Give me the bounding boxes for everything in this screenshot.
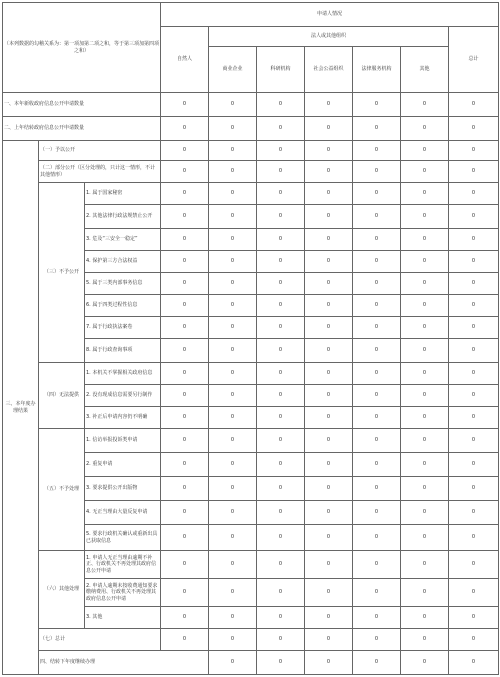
cell-value: 0 — [353, 141, 401, 161]
cell-value: 0 — [161, 161, 209, 183]
row-label-carried-over: 二、上年结转政府信息公开申请数量 — [3, 117, 161, 141]
cell-value: 0 — [257, 141, 305, 161]
cell-value: 0 — [257, 651, 305, 675]
cell-value: 0 — [209, 295, 257, 317]
cell-value: 0 — [449, 363, 499, 385]
cell-value: 0 — [353, 295, 401, 317]
cell-value: 0 — [161, 429, 209, 453]
group-label-not-disclosed: （三）不予公开 — [39, 183, 85, 363]
header-applicant: 申请人情况 — [161, 3, 499, 27]
cell-value: 0 — [305, 453, 353, 477]
cell-value: 0 — [401, 183, 449, 205]
cell-value: 0 — [401, 629, 449, 651]
header-col-other: 其他 — [401, 47, 449, 93]
cell-value: 0 — [161, 251, 209, 273]
cell-value: 0 — [449, 629, 499, 651]
cell-value: 0 — [353, 363, 401, 385]
cell-value: 0 — [401, 363, 449, 385]
cell-value: 0 — [209, 607, 257, 629]
item-label: 4. 无正当理由大量反复申请 — [85, 501, 161, 525]
cell-value: 0 — [401, 317, 449, 339]
cell-value: 0 — [209, 93, 257, 117]
cell-value: 0 — [401, 429, 449, 453]
cell-value: 0 — [161, 317, 209, 339]
cell-value: 0 — [161, 477, 209, 501]
cell-value: 0 — [209, 183, 257, 205]
cell-value: 0 — [305, 117, 353, 141]
row-label-new-requests: 一、本年新收政府信息公开申请数量 — [3, 93, 161, 117]
cell-value: 0 — [257, 551, 305, 579]
cell-value: 0 — [401, 229, 449, 251]
cell-value: 0 — [449, 551, 499, 579]
cell-value: 0 — [161, 117, 209, 141]
cell-value: 0 — [305, 579, 353, 607]
cell-value: 0 — [209, 229, 257, 251]
cell-value: 0 — [257, 579, 305, 607]
cell-value: 0 — [353, 161, 401, 183]
cell-value: 0 — [209, 117, 257, 141]
cell-value: 0 — [209, 651, 257, 675]
cell-value: 0 — [353, 651, 401, 675]
cell-value: 0 — [449, 317, 499, 339]
item-label: 6. 属于四类过程性信息 — [85, 295, 161, 317]
cell-value: 0 — [401, 161, 449, 183]
cell-value: 0 — [353, 629, 401, 651]
cell-value: 0 — [353, 551, 401, 579]
cell-value: 0 — [401, 339, 449, 363]
cell-value: 0 — [353, 501, 401, 525]
table-row — [3, 651, 499, 675]
header-total: 总计 — [449, 27, 499, 93]
item-label: 3. 危及“三安全一稳定” — [85, 229, 161, 251]
item-label: 3. 其他 — [85, 607, 161, 629]
cell-value: 0 — [401, 141, 449, 161]
cell-value: 0 — [305, 229, 353, 251]
cell-value: 0 — [257, 453, 305, 477]
cell-value: 0 — [401, 607, 449, 629]
cell-value: 0 — [257, 295, 305, 317]
cell-value: 0 — [401, 501, 449, 525]
cell-value: 0 — [449, 525, 499, 551]
group-label-not-processed: （五）不予处理 — [39, 429, 85, 551]
item-label: 3. 要求提供公开出版物 — [85, 477, 161, 501]
cell-value: 0 — [305, 477, 353, 501]
group-label-disclosed: （一）予以公开 — [39, 141, 161, 161]
group-label-total: （七）总计 — [39, 629, 161, 651]
cell-value: 0 — [353, 251, 401, 273]
cell-value: 0 — [161, 525, 209, 551]
item-label: 5. 属于三类内部事务信息 — [85, 273, 161, 295]
cell-value: 0 — [401, 579, 449, 607]
cell-value: 0 — [209, 161, 257, 183]
cell-value: 0 — [401, 205, 449, 229]
cell-value: 0 — [305, 339, 353, 363]
cell-value: 0 — [305, 385, 353, 407]
cell-value: 0 — [257, 607, 305, 629]
header-col-legal-service: 法律服务机构 — [353, 47, 401, 93]
gov-info-disclosure-table — [2, 2, 499, 675]
cell-value: 0 — [353, 229, 401, 251]
cell-value: 0 — [305, 363, 353, 385]
header-natural-person: 自然人 — [161, 27, 209, 93]
group-label-partial: （二）部分公开（区分处理的，只计这一情形，不计其他情形） — [39, 161, 161, 183]
cell-value: 0 — [401, 251, 449, 273]
cell-value: 0 — [257, 183, 305, 205]
cell-value: 0 — [305, 429, 353, 453]
cell-value: 0 — [161, 551, 209, 579]
cell-value: 0 — [305, 501, 353, 525]
item-label: 2. 重复申请 — [85, 453, 161, 477]
cell-value: 0 — [209, 453, 257, 477]
cell-value: 0 — [449, 205, 499, 229]
cell-value: 0 — [305, 93, 353, 117]
cell-value: 0 — [353, 453, 401, 477]
cell-value: 0 — [401, 117, 449, 141]
cell-value: 0 — [305, 629, 353, 651]
cell-value: 0 — [257, 629, 305, 651]
cell-value: 0 — [305, 525, 353, 551]
cell-value: 0 — [401, 385, 449, 407]
table-row — [3, 117, 499, 141]
cell-value: 0 — [305, 161, 353, 183]
cell-value: 0 — [449, 295, 499, 317]
table-row — [3, 429, 499, 453]
header-col-public-welfare: 社会公益组织 — [305, 47, 353, 93]
item-label: 7. 属于行政执法案卷 — [85, 317, 161, 339]
group-label-unable: （四）无法提供 — [39, 363, 85, 429]
table-row — [3, 141, 499, 161]
cell-value: 0 — [209, 317, 257, 339]
cell-value: 0 — [209, 429, 257, 453]
cell-value: 0 — [161, 229, 209, 251]
cell-value: 0 — [257, 273, 305, 295]
cell-value: 0 — [449, 607, 499, 629]
cell-value: 0 — [401, 295, 449, 317]
cell-value: 0 — [161, 141, 209, 161]
cell-value: 0 — [209, 579, 257, 607]
cell-value: 0 — [353, 183, 401, 205]
cell-value: 0 — [257, 205, 305, 229]
cell-value: 0 — [449, 385, 499, 407]
cell-value: 0 — [257, 407, 305, 429]
table-row — [3, 551, 499, 579]
cell-value: 0 — [209, 339, 257, 363]
item-label: 1. 申请人无正当理由逾期不补正、行政机关不再处理其政府信息公开申请 — [85, 551, 161, 579]
cell-value: 0 — [401, 273, 449, 295]
cell-value: 0 — [257, 477, 305, 501]
item-label: 5. 要求行政机关确认或重新出具已获取信息 — [85, 525, 161, 551]
cell-value: 0 — [209, 525, 257, 551]
cell-value: 0 — [401, 651, 449, 675]
cell-value: 0 — [257, 161, 305, 183]
cell-value: 0 — [449, 477, 499, 501]
cell-value: 0 — [449, 651, 499, 675]
cell-value: 0 — [161, 363, 209, 385]
item-label: 2. 申请人逾期未按收费通知要求缴纳费用、行政机关不再处理其政府信息公开申请 — [85, 579, 161, 607]
cell-value: 0 — [305, 317, 353, 339]
cell-value: 0 — [449, 251, 499, 273]
group-label-other-handling: （六）其他处理 — [39, 551, 85, 629]
cell-value: 0 — [257, 501, 305, 525]
cell-value: 0 — [305, 273, 353, 295]
cell-value: 0 — [401, 407, 449, 429]
cell-value: 0 — [401, 93, 449, 117]
cell-value: 0 — [161, 339, 209, 363]
cell-value: 0 — [449, 429, 499, 453]
item-label: 4. 保护第三方合法权益 — [85, 251, 161, 273]
cell-value: 0 — [257, 339, 305, 363]
header-col-commercial: 商业企业 — [209, 47, 257, 93]
cell-value: 0 — [209, 273, 257, 295]
cell-value: 0 — [161, 295, 209, 317]
cell-value: 0 — [209, 141, 257, 161]
cell-value: 0 — [161, 273, 209, 295]
cell-value: 0 — [449, 407, 499, 429]
item-label: 1. 本机关不掌握相关政府信息 — [85, 363, 161, 385]
cell-value: 0 — [353, 607, 401, 629]
cell-value: 0 — [449, 117, 499, 141]
cell-value: 0 — [353, 385, 401, 407]
cell-value: 0 — [449, 339, 499, 363]
cell-value: 0 — [161, 183, 209, 205]
cell-value: 0 — [209, 501, 257, 525]
cell-value: 0 — [353, 579, 401, 607]
cell-value: 0 — [209, 385, 257, 407]
cell-value: 0 — [449, 273, 499, 295]
cell-value: 0 — [305, 295, 353, 317]
item-label: 1. 属于国家秘密 — [85, 183, 161, 205]
cell-value: 0 — [305, 607, 353, 629]
table-row — [3, 183, 499, 205]
cell-value: 0 — [209, 363, 257, 385]
cell-value: 0 — [305, 205, 353, 229]
cell-value: 0 — [257, 229, 305, 251]
cell-value: 0 — [209, 407, 257, 429]
cell-value: 0 — [449, 229, 499, 251]
cell-value: 0 — [353, 93, 401, 117]
section-label-results: 三、本年度办理结果 — [3, 141, 39, 675]
cell-value: 0 — [209, 551, 257, 579]
cell-value: 0 — [161, 93, 209, 117]
table-row — [3, 93, 499, 117]
cell-value: 0 — [353, 339, 401, 363]
item-label: 3. 补正后申请内容仍不明确 — [85, 407, 161, 429]
row-label-carry-forward: 四、结转下年度继续办理 — [39, 651, 209, 675]
cell-value: 0 — [353, 525, 401, 551]
item-label: 1. 信访举报投诉类申请 — [85, 429, 161, 453]
table-row — [3, 363, 499, 385]
cell-value: 0 — [161, 607, 209, 629]
header-note: （本列数据的勾稽关系为：第一项加第二项之和，等于第三项加第四项之和） — [3, 3, 161, 93]
cell-value: 0 — [257, 93, 305, 117]
cell-value: 0 — [353, 273, 401, 295]
table-row — [3, 629, 499, 651]
cell-value: 0 — [353, 117, 401, 141]
cell-value: 0 — [305, 183, 353, 205]
cell-value: 0 — [257, 385, 305, 407]
cell-value: 0 — [161, 579, 209, 607]
item-label: 2. 其他法律行政法规禁止公开 — [85, 205, 161, 229]
cell-value: 0 — [449, 141, 499, 161]
cell-value: 0 — [353, 205, 401, 229]
cell-value: 0 — [305, 551, 353, 579]
cell-value: 0 — [449, 501, 499, 525]
item-label: 8. 属于行政查询事项 — [85, 339, 161, 363]
cell-value: 0 — [449, 183, 499, 205]
cell-value: 0 — [257, 251, 305, 273]
cell-value: 0 — [305, 651, 353, 675]
cell-value: 0 — [353, 477, 401, 501]
item-label: 2. 没有现成信息需要另行制作 — [85, 385, 161, 407]
header-legal-org: 法人或其他组织 — [209, 27, 449, 47]
cell-value: 0 — [209, 477, 257, 501]
cell-value: 0 — [161, 629, 209, 651]
cell-value: 0 — [209, 251, 257, 273]
cell-value: 0 — [449, 453, 499, 477]
cell-value: 0 — [209, 629, 257, 651]
cell-value: 0 — [161, 385, 209, 407]
cell-value: 0 — [401, 477, 449, 501]
cell-value: 0 — [305, 407, 353, 429]
cell-value: 0 — [305, 251, 353, 273]
cell-value: 0 — [449, 161, 499, 183]
cell-value: 0 — [161, 453, 209, 477]
cell-value: 0 — [401, 551, 449, 579]
cell-value: 0 — [353, 317, 401, 339]
cell-value: 0 — [449, 579, 499, 607]
cell-value: 0 — [449, 93, 499, 117]
cell-value: 0 — [161, 501, 209, 525]
cell-value: 0 — [257, 317, 305, 339]
cell-value: 0 — [305, 141, 353, 161]
cell-value: 0 — [161, 407, 209, 429]
cell-value: 0 — [401, 525, 449, 551]
cell-value: 0 — [401, 453, 449, 477]
cell-value: 0 — [353, 429, 401, 453]
cell-value: 0 — [209, 205, 257, 229]
cell-value: 0 — [161, 205, 209, 229]
table-row — [3, 161, 499, 183]
cell-value: 0 — [257, 117, 305, 141]
cell-value: 0 — [257, 429, 305, 453]
header-col-research: 科研机构 — [257, 47, 305, 93]
cell-value: 0 — [257, 525, 305, 551]
cell-value: 0 — [353, 407, 401, 429]
cell-value: 0 — [257, 363, 305, 385]
